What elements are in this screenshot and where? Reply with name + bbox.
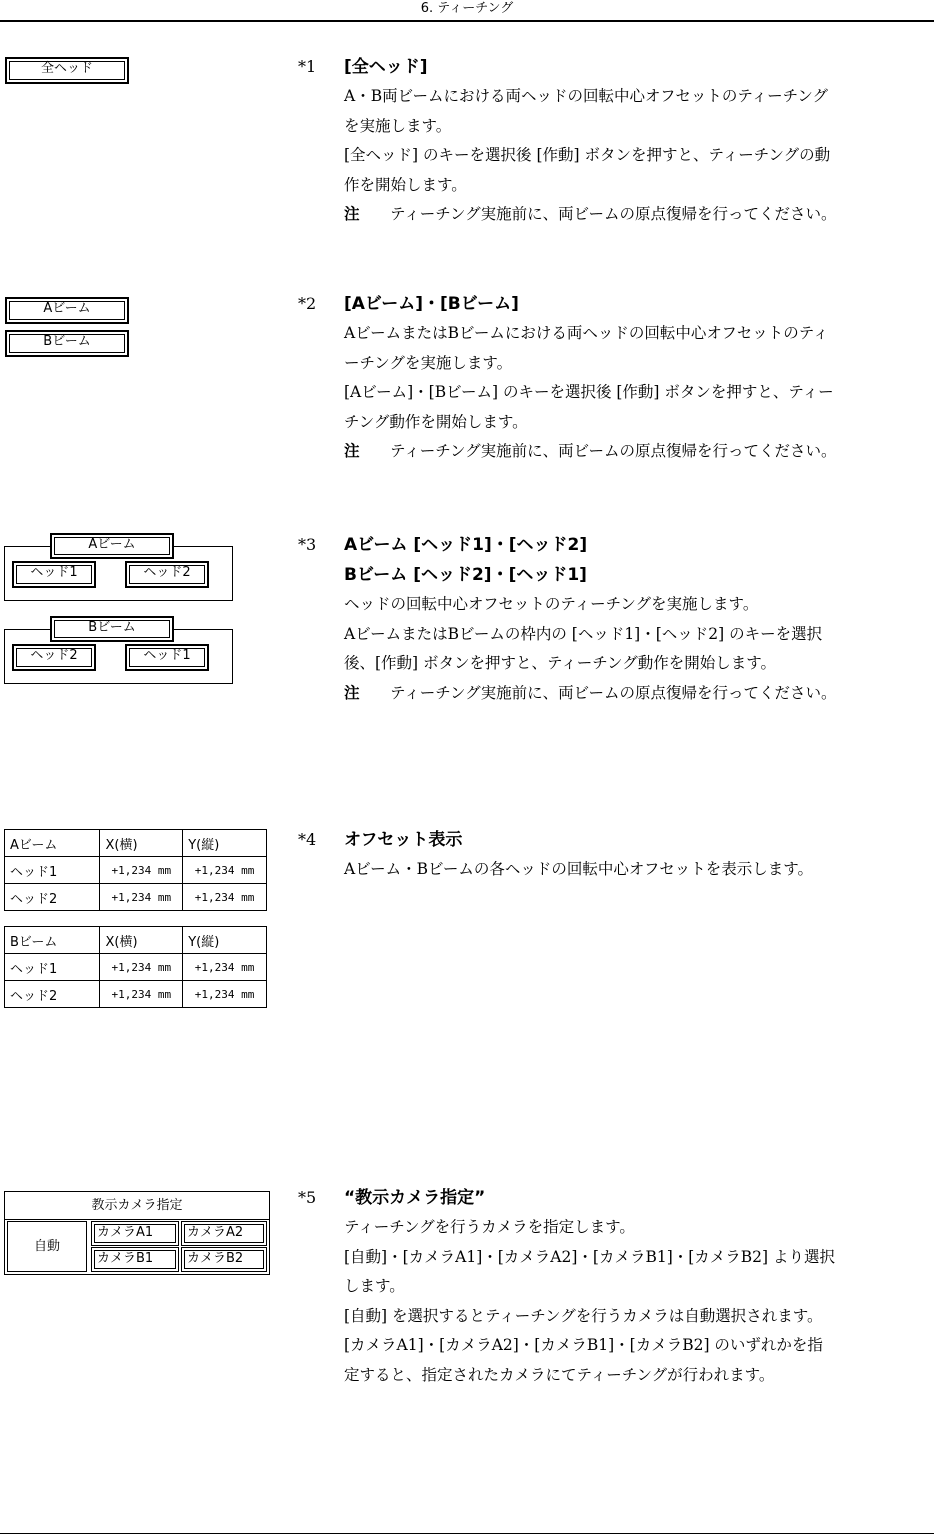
section-marker: *1 bbox=[298, 57, 317, 76]
table-header-row bbox=[5, 927, 267, 954]
table-row bbox=[5, 954, 267, 981]
x-offset-value: +1,234 mm bbox=[100, 884, 183, 911]
section-subtitle: Bビーム [ヘッド2]・[ヘッド1] bbox=[344, 565, 587, 585]
section-3 bbox=[298, 530, 838, 800]
teaching-camera-panel bbox=[4, 1191, 270, 1275]
x-offset-value: +1,234 mm bbox=[100, 981, 183, 1008]
table-row bbox=[5, 981, 267, 1008]
page-header bbox=[0, 0, 934, 22]
section-2 bbox=[298, 289, 838, 504]
section-title: [Aビーム]・[Bビーム] bbox=[344, 294, 519, 314]
footer-rule bbox=[0, 1533, 934, 1534]
section-4 bbox=[298, 825, 838, 920]
a-beam-group-title: Aビーム bbox=[50, 533, 174, 559]
note-label: 注 bbox=[344, 442, 360, 460]
section-marker: *3 bbox=[298, 535, 317, 554]
y-offset-value: +1,234 mm bbox=[183, 954, 267, 981]
row-label: ヘッド2 bbox=[5, 981, 100, 1008]
table-header-cell: X(横) bbox=[100, 927, 183, 954]
camera-auto-button[interactable]: 自動 bbox=[7, 1221, 87, 1272]
paragraph: ティーチングを行うカメラを指定します。 bbox=[344, 1218, 635, 1236]
x-offset-value: +1,234 mm bbox=[100, 857, 183, 884]
all-heads-button[interactable]: 全ヘッド bbox=[5, 57, 129, 84]
page-title: 6. ティーチング bbox=[420, 1, 514, 16]
section-body bbox=[344, 590, 838, 708]
paragraph: [自動] を選択するとティーチングを行うカメラは自動選択されます。 bbox=[344, 1306, 823, 1325]
b-beam-offset-table bbox=[4, 926, 267, 1008]
a-beam-head2-button[interactable]: ヘッド2 bbox=[125, 561, 209, 588]
note bbox=[344, 200, 838, 230]
table-header-cell: X(横) bbox=[100, 830, 183, 857]
section-title: オフセット表示 bbox=[344, 830, 463, 850]
note-label: 注 bbox=[344, 683, 360, 702]
section-body bbox=[344, 319, 838, 467]
section-body bbox=[344, 1213, 838, 1390]
section-marker: *2 bbox=[298, 294, 317, 313]
paragraph: ヘッドの回転中心オフセットのティーチングを実施します。 bbox=[344, 595, 759, 613]
row-label: ヘッド1 bbox=[5, 954, 100, 981]
note-label: 注 bbox=[344, 205, 360, 223]
table-header-cell: Aビーム bbox=[5, 830, 100, 857]
paragraph: AビームまたはBビームの枠内の [ヘッド1]・[ヘッド2] のキーを選択後、[作動] ボタンを押すと、ティーチング動作を開始します。 bbox=[344, 624, 823, 672]
row-label: ヘッド2 bbox=[5, 884, 100, 911]
table-row bbox=[5, 884, 267, 911]
section-marker: *4 bbox=[298, 830, 317, 849]
a-beam-offset-table bbox=[4, 829, 267, 911]
section-1 bbox=[298, 52, 838, 262]
a-beam-head1-button[interactable]: ヘッド1 bbox=[12, 561, 96, 588]
paragraph: AビームまたはBビームにおける両ヘッドの回転中心オフセットのティーチングを実施します。 bbox=[344, 324, 829, 372]
b-beam-head2-button[interactable]: ヘッド2 bbox=[12, 644, 96, 671]
camera-a1-button[interactable]: カメラA1 bbox=[91, 1221, 179, 1246]
paragraph: [Aビーム]・[Bビーム] のキーを選択後 [作動] ボタンを押すと、ティーチング動作を開始します。 bbox=[344, 383, 834, 431]
table-header-cell: Y(縦) bbox=[183, 927, 267, 954]
section-title: [全ヘッド] bbox=[344, 57, 428, 77]
paragraph: [自動]・[カメラA1]・[カメラA2]・[カメラB1]・[カメラB2] より選択します。 bbox=[344, 1247, 836, 1295]
note bbox=[344, 437, 838, 467]
row-label: ヘッド1 bbox=[5, 857, 100, 884]
table-row bbox=[5, 857, 267, 884]
section-body bbox=[344, 855, 838, 885]
b-beam-button[interactable]: Bビーム bbox=[5, 330, 129, 357]
table-header-row bbox=[5, 830, 267, 857]
note-text: ティーチング実施前に、両ビームの原点復帰を行ってください。 bbox=[390, 442, 837, 460]
camera-panel-title: 教示カメラ指定 bbox=[5, 1192, 269, 1220]
note bbox=[344, 679, 838, 709]
a-beam-button[interactable]: Aビーム bbox=[5, 297, 129, 324]
section-body bbox=[344, 82, 838, 230]
x-offset-value: +1,234 mm bbox=[100, 954, 183, 981]
y-offset-value: +1,234 mm bbox=[183, 884, 267, 911]
table-header-cell: Bビーム bbox=[5, 927, 100, 954]
table-header-cell: Y(縦) bbox=[183, 830, 267, 857]
paragraph: [全ヘッド] のキーを選択後 [作動] ボタンを押すと、ティーチングの動作を開始します。 bbox=[344, 146, 831, 194]
note-text: ティーチング実施前に、両ビームの原点復帰を行ってください。 bbox=[390, 683, 837, 702]
y-offset-value: +1,234 mm bbox=[183, 981, 267, 1008]
b-beam-head1-button[interactable]: ヘッド1 bbox=[125, 644, 209, 671]
camera-b2-button[interactable]: カメラB2 bbox=[181, 1247, 267, 1272]
b-beam-group-title: Bビーム bbox=[50, 616, 174, 642]
paragraph: A・B両ビームにおける両ヘッドの回転中心オフセットのティーチングを実施します。 bbox=[344, 87, 829, 135]
camera-b1-button[interactable]: カメラB1 bbox=[91, 1247, 179, 1272]
paragraph: [カメラA1]・[カメラA2]・[カメラB1]・[カメラB2] のいずれかを指定すると、指定されたカメラにてティーチングが行われます。 bbox=[344, 1336, 823, 1384]
section-5 bbox=[298, 1183, 838, 1453]
note-text: ティーチング実施前に、両ビームの原点復帰を行ってください。 bbox=[390, 205, 837, 223]
section-marker: *5 bbox=[298, 1188, 317, 1207]
camera-a2-button[interactable]: カメラA2 bbox=[181, 1221, 267, 1246]
section-title: Aビーム [ヘッド1]・[ヘッド2] bbox=[344, 535, 588, 555]
section-title: “教示カメラ指定” bbox=[344, 1188, 486, 1208]
paragraph: Aビーム・Bビームの各ヘッドの回転中心オフセットを表示します。 bbox=[344, 860, 813, 878]
y-offset-value: +1,234 mm bbox=[183, 857, 267, 884]
